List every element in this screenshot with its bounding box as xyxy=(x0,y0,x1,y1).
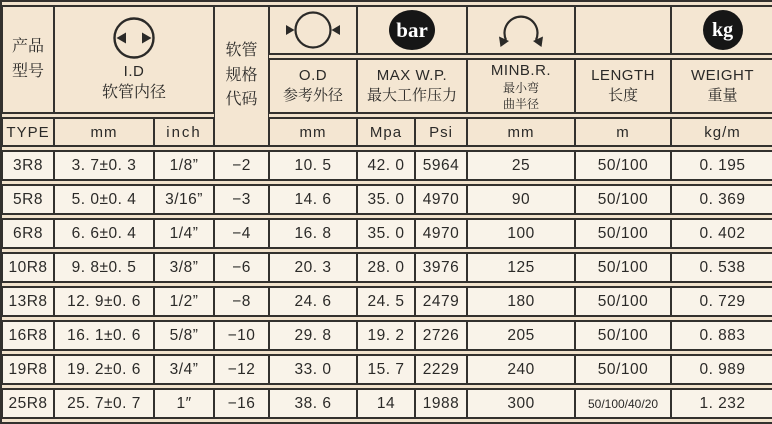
cell-id-mm: 5. 0±0. 4 xyxy=(54,184,154,215)
weight-zh-label: 重量 xyxy=(707,86,738,104)
cell-code: −8 xyxy=(214,286,269,317)
cell-mpa: 42. 0 xyxy=(357,150,415,181)
cell-weight: 0. 369 xyxy=(671,184,772,215)
cell-id-mm: 25. 7±0. 7 xyxy=(54,388,154,419)
header-length-icon-cell xyxy=(575,5,671,55)
cell-weight: 1. 232 xyxy=(671,388,772,419)
cell-id-inch: 3/4” xyxy=(154,354,214,385)
unit-length-m: m xyxy=(575,117,671,147)
product-model-zh1: 产品 xyxy=(11,37,44,55)
header-inner-diameter xyxy=(54,5,214,114)
cell-weight: 0. 402 xyxy=(671,218,772,249)
header-od-icon-cell xyxy=(269,5,357,55)
cell-minbr: 125 xyxy=(467,252,575,283)
cell-length: 50/100 xyxy=(575,286,671,317)
cell-code: −3 xyxy=(214,184,269,215)
outer-diameter-icon xyxy=(270,8,356,52)
cell-id-inch: 1/8” xyxy=(154,150,214,181)
cell-weight: 0. 989 xyxy=(671,354,772,385)
table-row xyxy=(2,184,772,215)
maxwp-zh-label: 最大工作压力 xyxy=(367,86,458,104)
cell-type: 3R8 xyxy=(2,150,54,181)
od-en-label: O.D xyxy=(298,67,328,85)
cell-weight: 0. 195 xyxy=(671,150,772,181)
unit-mpa: Mpa xyxy=(357,117,415,147)
cell-type: 5R8 xyxy=(2,184,54,215)
table-row xyxy=(2,388,772,419)
cell-id-inch: 1″ xyxy=(154,388,214,419)
cell-length: 50/100/40/20 xyxy=(575,388,671,419)
cell-psi: 3976 xyxy=(415,252,467,283)
cell-od-mm: 20. 3 xyxy=(269,252,357,283)
cell-minbr: 100 xyxy=(467,218,575,249)
cell-od-mm: 33. 0 xyxy=(269,354,357,385)
cell-minbr: 205 xyxy=(467,320,575,351)
unit-psi: Psi xyxy=(415,117,467,147)
cell-weight: 0. 538 xyxy=(671,252,772,283)
spec-code-zh3: 代码 xyxy=(225,91,258,109)
cell-id-inch: 1/4” xyxy=(154,218,214,249)
table-row xyxy=(2,252,772,283)
cell-mpa: 28. 0 xyxy=(357,252,415,283)
cell-type: 6R8 xyxy=(2,218,54,249)
cell-id-mm: 6. 6±0. 4 xyxy=(54,218,154,249)
header-product-model xyxy=(2,5,54,114)
unit-weight-kgm: kg/m xyxy=(671,117,772,147)
cell-od-mm: 10. 5 xyxy=(269,150,357,181)
cell-psi: 5964 xyxy=(415,150,467,181)
length-zh-label: 长度 xyxy=(608,86,639,104)
cell-code: −10 xyxy=(214,320,269,351)
cell-minbr: 240 xyxy=(467,354,575,385)
unit-id-inch: inch xyxy=(154,117,214,147)
minbr-zh2-label: 曲半径 xyxy=(503,96,540,111)
table-row xyxy=(2,286,772,317)
cell-length: 50/100 xyxy=(575,252,671,283)
cell-mpa: 35. 0 xyxy=(357,218,415,249)
maxwp-en-label: MAX W.P. xyxy=(376,67,448,85)
cell-type: 19R8 xyxy=(2,354,54,385)
cell-od-mm: 14. 6 xyxy=(269,184,357,215)
weight-en-label: WEIGHT xyxy=(691,67,755,85)
cell-id-mm: 9. 8±0. 5 xyxy=(54,252,154,283)
minbr-en-label: MINB.R. xyxy=(490,61,552,79)
cell-length: 50/100 xyxy=(575,320,671,351)
unit-type: TYPE xyxy=(2,117,54,147)
cell-mpa: 14 xyxy=(357,388,415,419)
cell-od-mm: 24. 6 xyxy=(269,286,357,317)
length-en-label: LENGTH xyxy=(591,67,655,85)
cell-minbr: 180 xyxy=(467,286,575,317)
cell-weight: 0. 883 xyxy=(671,320,772,351)
cell-code: −2 xyxy=(214,150,269,181)
inner-diameter-en-label: I.D xyxy=(123,63,145,81)
cell-minbr: 300 xyxy=(467,388,575,419)
table-row xyxy=(2,354,772,385)
cell-id-inch: 1/2” xyxy=(154,286,214,317)
cell-code: −12 xyxy=(214,354,269,385)
cell-length: 50/100 xyxy=(575,354,671,385)
cell-type: 16R8 xyxy=(2,320,54,351)
hose-spec-table xyxy=(2,2,772,422)
header-kg-icon-cell xyxy=(671,5,772,55)
header-weight-label xyxy=(671,58,772,114)
cell-mpa: 15. 7 xyxy=(357,354,415,385)
cell-code: −16 xyxy=(214,388,269,419)
cell-id-mm: 19. 2±0. 6 xyxy=(54,354,154,385)
bend-radius-icon xyxy=(468,9,574,51)
table-row xyxy=(2,218,772,249)
bar-badge-icon: bar xyxy=(389,10,435,50)
cell-od-mm: 16. 8 xyxy=(269,218,357,249)
cell-code: −4 xyxy=(214,218,269,249)
od-zh-label: 参考外径 xyxy=(283,86,344,104)
cell-minbr: 25 xyxy=(467,150,575,181)
unit-minbr-mm: mm xyxy=(467,117,575,147)
header-spec-code xyxy=(214,5,269,147)
cell-length: 50/100 xyxy=(575,150,671,181)
inner-diameter-zh-label: 软管内径 xyxy=(102,83,167,101)
cell-id-inch: 3/8” xyxy=(154,252,214,283)
header-od-label xyxy=(269,58,357,114)
cell-code: −6 xyxy=(214,252,269,283)
header-bar-icon-cell xyxy=(357,5,467,55)
cell-id-inch: 5/8” xyxy=(154,320,214,351)
cell-id-mm: 12. 9±0. 6 xyxy=(54,286,154,317)
cell-minbr: 90 xyxy=(467,184,575,215)
inner-diameter-icon xyxy=(111,15,157,61)
table-row xyxy=(2,320,772,351)
cell-psi: 2229 xyxy=(415,354,467,385)
cell-psi: 2726 xyxy=(415,320,467,351)
cell-id-mm: 3. 7±0. 3 xyxy=(54,150,154,181)
cell-length: 50/100 xyxy=(575,184,671,215)
cell-id-inch: 3/16” xyxy=(154,184,214,215)
cell-psi: 1988 xyxy=(415,388,467,419)
table-row xyxy=(2,150,772,181)
header-maxwp-label xyxy=(357,58,467,114)
cell-type: 25R8 xyxy=(2,388,54,419)
cell-psi: 2479 xyxy=(415,286,467,317)
unit-od-mm: mm xyxy=(269,117,357,147)
cell-length: 50/100 xyxy=(575,218,671,249)
spec-code-zh2: 规格 xyxy=(225,66,258,84)
cell-id-mm: 16. 1±0. 6 xyxy=(54,320,154,351)
cell-od-mm: 38. 6 xyxy=(269,388,357,419)
cell-od-mm: 29. 8 xyxy=(269,320,357,351)
kg-badge-icon: kg xyxy=(703,10,743,50)
header-bend-icon-cell xyxy=(467,5,575,55)
unit-id-mm: mm xyxy=(54,117,154,147)
cell-mpa: 35. 0 xyxy=(357,184,415,215)
cell-mpa: 19. 2 xyxy=(357,320,415,351)
spec-code-zh1: 软管 xyxy=(225,41,258,59)
cell-type: 13R8 xyxy=(2,286,54,317)
cell-psi: 4970 xyxy=(415,184,467,215)
product-model-zh2: 型号 xyxy=(11,62,44,80)
cell-weight: 0. 729 xyxy=(671,286,772,317)
cell-mpa: 24. 5 xyxy=(357,286,415,317)
minbr-zh1-label: 最小弯 xyxy=(503,81,540,96)
cell-type: 10R8 xyxy=(2,252,54,283)
cell-psi: 4970 xyxy=(415,218,467,249)
header-minbr-label xyxy=(467,58,575,114)
header-length-label xyxy=(575,58,671,114)
